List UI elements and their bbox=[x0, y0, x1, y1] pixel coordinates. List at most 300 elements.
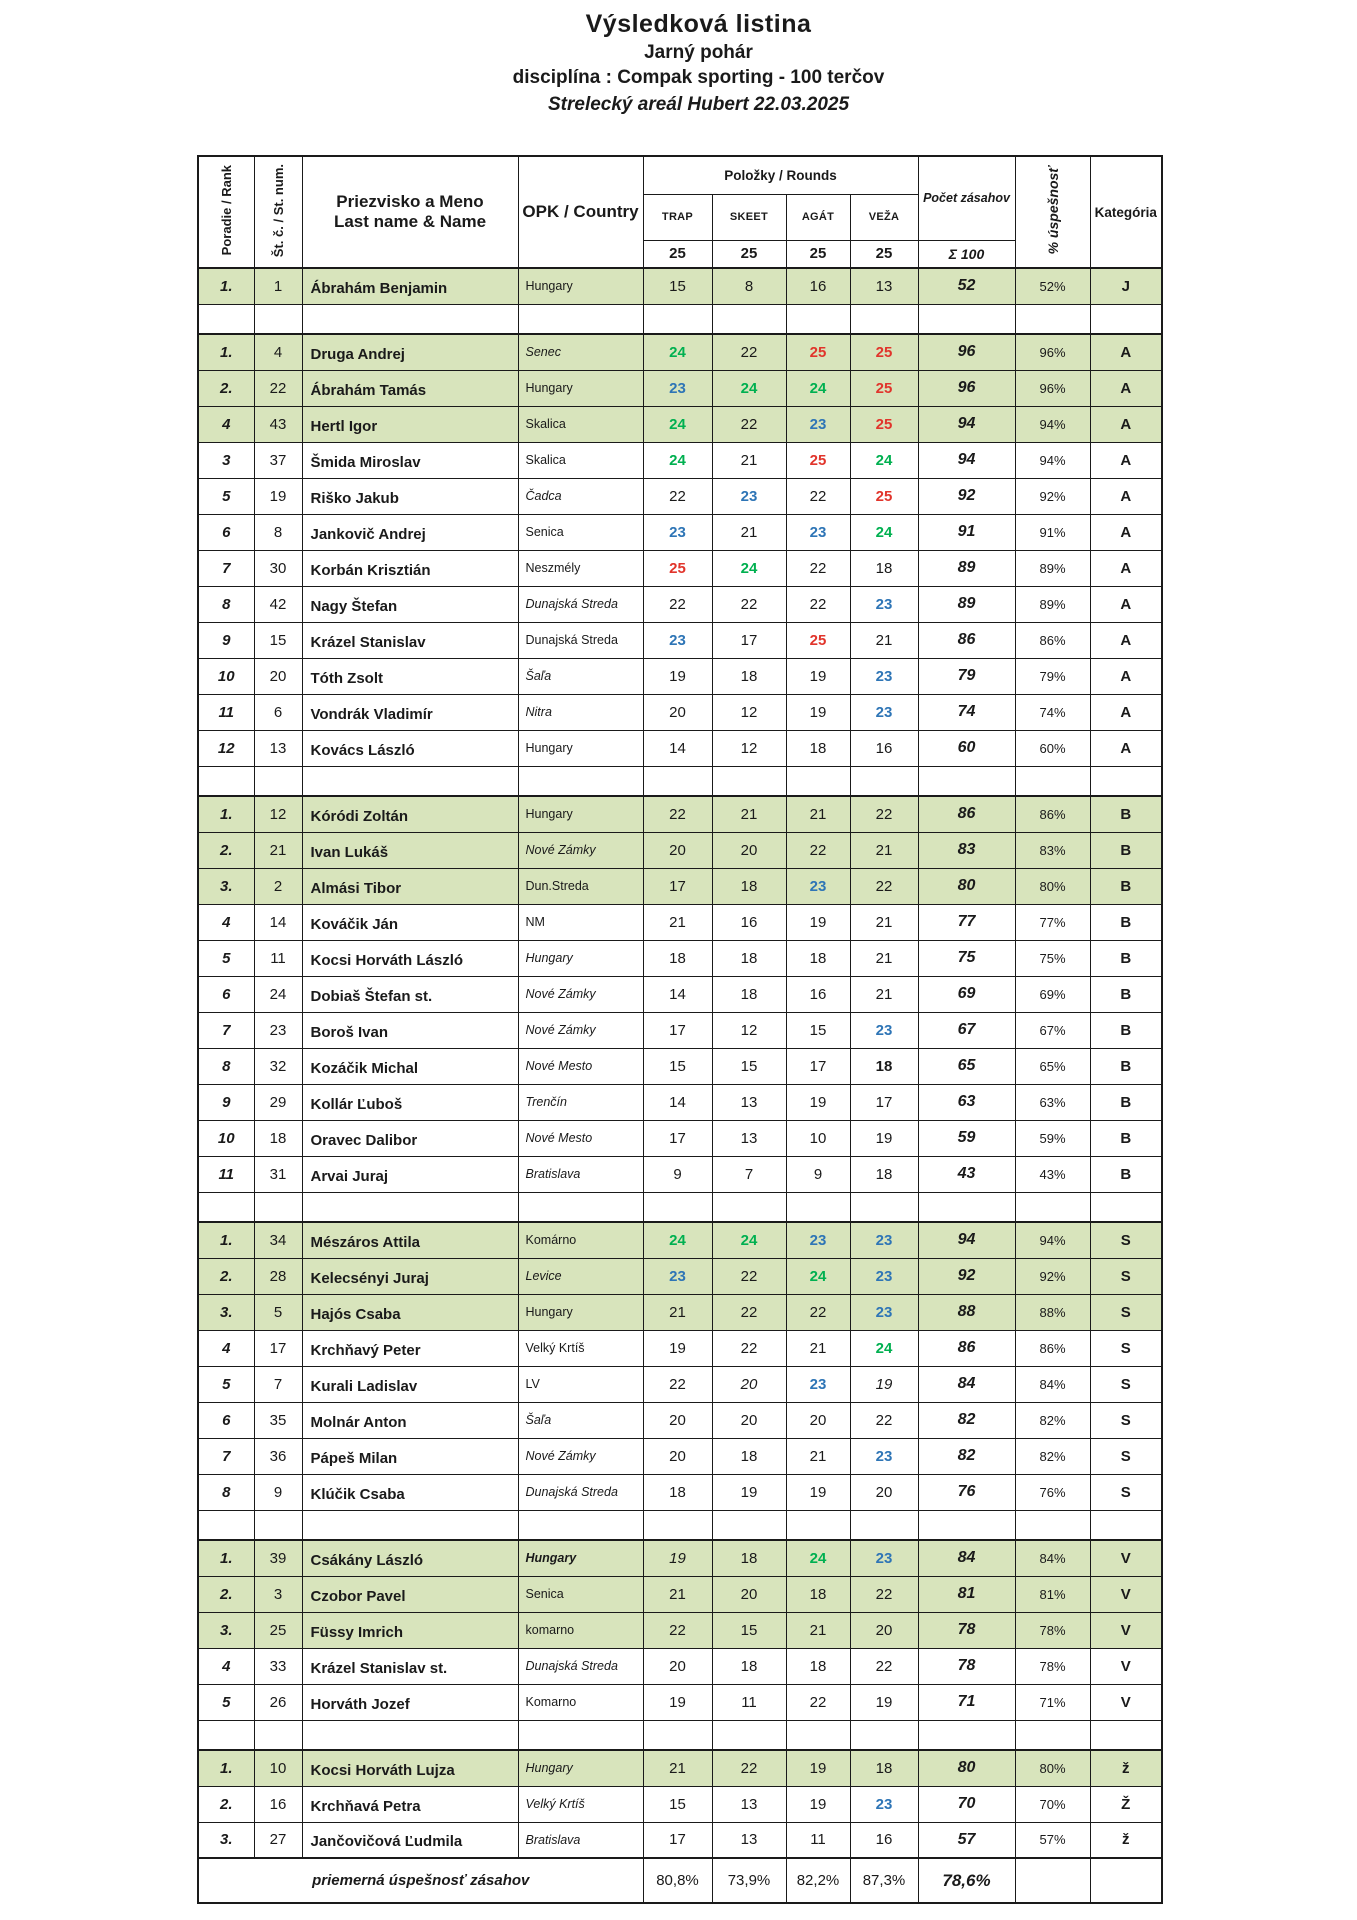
player-row bbox=[198, 1402, 1162, 1438]
percent-cell: 89% bbox=[1015, 586, 1090, 622]
start-number-cell: 16 bbox=[254, 1786, 302, 1822]
opk-column-header: OPK / Country bbox=[518, 156, 643, 268]
score-veza: 25 bbox=[850, 478, 918, 514]
player-name-cell: Molnár Anton bbox=[302, 1402, 518, 1438]
score-trap: 15 bbox=[643, 268, 712, 304]
percent-cell: 92% bbox=[1015, 1258, 1090, 1294]
score-skeet: 13 bbox=[712, 1120, 786, 1156]
opk-cell: Komarno bbox=[518, 1684, 643, 1720]
start-number-cell: 7 bbox=[254, 1366, 302, 1402]
score-veza: 22 bbox=[850, 1648, 918, 1684]
player-row bbox=[198, 1156, 1162, 1192]
player-name-cell: Tóth Zsolt bbox=[302, 658, 518, 694]
start-number-cell: 23 bbox=[254, 1012, 302, 1048]
spacer-cell bbox=[786, 766, 850, 796]
player-name-cell: Krázel Stanislav bbox=[302, 622, 518, 658]
total-hits-cell: 86 bbox=[918, 1330, 1015, 1366]
spacer-cell bbox=[198, 1192, 254, 1222]
spacer-cell bbox=[1015, 1510, 1090, 1540]
category-cell: A bbox=[1090, 478, 1162, 514]
player-row bbox=[198, 1684, 1162, 1720]
score-skeet: 22 bbox=[712, 334, 786, 370]
category-cell: B bbox=[1090, 868, 1162, 904]
score-agat: 19 bbox=[786, 904, 850, 940]
start-number-cell: 37 bbox=[254, 442, 302, 478]
start-number-cell: 28 bbox=[254, 1258, 302, 1294]
opk-cell: Bratislava bbox=[518, 1822, 643, 1858]
player-row bbox=[198, 550, 1162, 586]
player-row bbox=[198, 268, 1162, 304]
opk-cell: Hungary bbox=[518, 796, 643, 832]
player-name-cell: Kocsi Horváth László bbox=[302, 940, 518, 976]
score-agat: 19 bbox=[786, 1750, 850, 1786]
opk-cell: LV bbox=[518, 1366, 643, 1402]
start-number-cell: 9 bbox=[254, 1474, 302, 1510]
spacer-cell bbox=[918, 766, 1015, 796]
player-name-cell: Kocsi Horváth Lujza bbox=[302, 1750, 518, 1786]
opk-cell: Hungary bbox=[518, 730, 643, 766]
start-number-cell: 1 bbox=[254, 268, 302, 304]
total-hits-cell: 92 bbox=[918, 478, 1015, 514]
player-name-cell: Kóródi Zoltán bbox=[302, 796, 518, 832]
spacer-cell bbox=[850, 1510, 918, 1540]
score-skeet: 24 bbox=[712, 1222, 786, 1258]
percent-column-header-label: % úspešnosť bbox=[1044, 166, 1061, 255]
rank-cell: 1. bbox=[198, 268, 254, 304]
category-cell: B bbox=[1090, 832, 1162, 868]
score-veza: 24 bbox=[850, 442, 918, 478]
rank-cell: 3. bbox=[198, 1822, 254, 1858]
category-cell: B bbox=[1090, 904, 1162, 940]
percent-cell: 79% bbox=[1015, 658, 1090, 694]
spacer-row bbox=[198, 1510, 1162, 1540]
score-agat: 22 bbox=[786, 832, 850, 868]
player-row bbox=[198, 940, 1162, 976]
score-veza: 16 bbox=[850, 1822, 918, 1858]
total-hits-cell: 43 bbox=[918, 1156, 1015, 1192]
rank-cell: 2. bbox=[198, 370, 254, 406]
rank-cell: 7 bbox=[198, 550, 254, 586]
opk-cell: Senica bbox=[518, 1576, 643, 1612]
opk-cell: Hungary bbox=[518, 1750, 643, 1786]
percent-cell: 71% bbox=[1015, 1684, 1090, 1720]
spacer-cell bbox=[302, 1192, 518, 1222]
start-number-cell: 20 bbox=[254, 658, 302, 694]
average-trap: 80,8% bbox=[643, 1858, 712, 1903]
player-name-cell: Šmida Miroslav bbox=[302, 442, 518, 478]
score-veza: 25 bbox=[850, 406, 918, 442]
player-row bbox=[198, 1222, 1162, 1258]
rank-column-header bbox=[198, 156, 254, 268]
spacer-cell bbox=[518, 1720, 643, 1750]
rank-cell: 8 bbox=[198, 1474, 254, 1510]
opk-cell: Hungary bbox=[518, 268, 643, 304]
total-hits-cell: 63 bbox=[918, 1084, 1015, 1120]
percent-column-header bbox=[1015, 156, 1090, 268]
player-row bbox=[198, 1330, 1162, 1366]
score-agat: 19 bbox=[786, 1786, 850, 1822]
percent-cell: 52% bbox=[1015, 268, 1090, 304]
score-veza: 23 bbox=[850, 1540, 918, 1576]
player-row bbox=[198, 1576, 1162, 1612]
score-agat: 25 bbox=[786, 442, 850, 478]
category-cell: A bbox=[1090, 514, 1162, 550]
player-row bbox=[198, 832, 1162, 868]
round-header-agat: AGÁT bbox=[786, 194, 850, 240]
score-trap: 9 bbox=[643, 1156, 712, 1192]
spacer-cell bbox=[918, 1720, 1015, 1750]
score-skeet: 21 bbox=[712, 442, 786, 478]
spacer-cell bbox=[302, 1720, 518, 1750]
player-name-cell: Krchňavý Peter bbox=[302, 1330, 518, 1366]
start-number-cell: 26 bbox=[254, 1684, 302, 1720]
player-name-cell: Ábrahám Tamás bbox=[302, 370, 518, 406]
category-cell: S bbox=[1090, 1222, 1162, 1258]
rank-cell: 5 bbox=[198, 940, 254, 976]
rank-cell: 12 bbox=[198, 730, 254, 766]
category-cell: A bbox=[1090, 622, 1162, 658]
rank-cell: 3. bbox=[198, 1294, 254, 1330]
header-row-1 bbox=[198, 156, 1162, 194]
score-trap: 21 bbox=[643, 1576, 712, 1612]
opk-cell: Velký Krtíš bbox=[518, 1786, 643, 1822]
score-trap: 23 bbox=[643, 622, 712, 658]
score-agat: 25 bbox=[786, 622, 850, 658]
total-hits-cell: 57 bbox=[918, 1822, 1015, 1858]
player-row bbox=[198, 1258, 1162, 1294]
score-trap: 24 bbox=[643, 1222, 712, 1258]
rank-cell: 1. bbox=[198, 1540, 254, 1576]
total-hits-cell: 86 bbox=[918, 622, 1015, 658]
player-row bbox=[198, 1084, 1162, 1120]
percent-cell: 84% bbox=[1015, 1540, 1090, 1576]
round-max-trap: 25 bbox=[643, 240, 712, 268]
rank-cell: 7 bbox=[198, 1438, 254, 1474]
score-skeet: 11 bbox=[712, 1684, 786, 1720]
player-name-cell: Vondrák Vladimír bbox=[302, 694, 518, 730]
score-veza: 17 bbox=[850, 1084, 918, 1120]
spacer-cell bbox=[786, 1510, 850, 1540]
score-agat: 18 bbox=[786, 1648, 850, 1684]
score-skeet: 18 bbox=[712, 1648, 786, 1684]
score-veza: 24 bbox=[850, 514, 918, 550]
score-veza: 21 bbox=[850, 622, 918, 658]
player-row bbox=[198, 334, 1162, 370]
score-agat: 22 bbox=[786, 586, 850, 622]
rank-cell: 3. bbox=[198, 868, 254, 904]
score-skeet: 12 bbox=[712, 730, 786, 766]
spacer-cell bbox=[643, 1510, 712, 1540]
score-agat: 24 bbox=[786, 370, 850, 406]
opk-cell: Šaľa bbox=[518, 1402, 643, 1438]
start-number-cell: 29 bbox=[254, 1084, 302, 1120]
score-agat: 21 bbox=[786, 796, 850, 832]
start-number-cell: 2 bbox=[254, 868, 302, 904]
percent-cell: 92% bbox=[1015, 478, 1090, 514]
score-veza: 18 bbox=[850, 1156, 918, 1192]
start-number-cell: 30 bbox=[254, 550, 302, 586]
score-trap: 21 bbox=[643, 904, 712, 940]
player-row bbox=[198, 1612, 1162, 1648]
percent-cell: 96% bbox=[1015, 370, 1090, 406]
opk-cell: Levice bbox=[518, 1258, 643, 1294]
rank-cell: 4 bbox=[198, 1648, 254, 1684]
start-number-cell: 33 bbox=[254, 1648, 302, 1684]
player-name-cell: Kurali Ladislav bbox=[302, 1366, 518, 1402]
score-trap: 23 bbox=[643, 1258, 712, 1294]
rank-cell: 5 bbox=[198, 1684, 254, 1720]
total-hits-cell: 76 bbox=[918, 1474, 1015, 1510]
spacer-cell bbox=[254, 1510, 302, 1540]
score-trap: 19 bbox=[643, 658, 712, 694]
player-row bbox=[198, 796, 1162, 832]
opk-cell: Šaľa bbox=[518, 658, 643, 694]
score-agat: 16 bbox=[786, 268, 850, 304]
name-header-line1: Priezvisko a Meno bbox=[336, 191, 484, 211]
score-agat: 19 bbox=[786, 694, 850, 730]
name-column-header bbox=[302, 156, 518, 268]
category-cell: A bbox=[1090, 442, 1162, 478]
total-hits-cell: 88 bbox=[918, 1294, 1015, 1330]
spacer-cell bbox=[1090, 304, 1162, 334]
player-name-cell: Hajós Csaba bbox=[302, 1294, 518, 1330]
category-cell: B bbox=[1090, 796, 1162, 832]
start-number-cell: 8 bbox=[254, 514, 302, 550]
score-veza: 25 bbox=[850, 334, 918, 370]
opk-cell: Velký Krtíš bbox=[518, 1330, 643, 1366]
spacer-cell bbox=[1015, 1192, 1090, 1222]
player-row bbox=[198, 1822, 1162, 1858]
player-name-cell: Kollár Ľuboš bbox=[302, 1084, 518, 1120]
score-veza: 23 bbox=[850, 1222, 918, 1258]
score-trap: 20 bbox=[643, 1402, 712, 1438]
score-veza: 23 bbox=[850, 1258, 918, 1294]
score-agat: 23 bbox=[786, 1222, 850, 1258]
opk-cell: Dun.Streda bbox=[518, 868, 643, 904]
spacer-cell bbox=[850, 1720, 918, 1750]
score-veza: 23 bbox=[850, 694, 918, 730]
start-number-cell: 13 bbox=[254, 730, 302, 766]
score-veza: 19 bbox=[850, 1120, 918, 1156]
percent-cell: 63% bbox=[1015, 1084, 1090, 1120]
opk-cell: Dunajská Streda bbox=[518, 586, 643, 622]
opk-cell: Hungary bbox=[518, 940, 643, 976]
spacer-cell bbox=[850, 304, 918, 334]
percent-cell: 59% bbox=[1015, 1120, 1090, 1156]
score-agat: 9 bbox=[786, 1156, 850, 1192]
opk-cell: Hungary bbox=[518, 1540, 643, 1576]
player-name-cell: Kelecsényi Juraj bbox=[302, 1258, 518, 1294]
page-title: Výsledková listina bbox=[585, 10, 812, 38]
score-agat: 25 bbox=[786, 334, 850, 370]
opk-cell: Neszmély bbox=[518, 550, 643, 586]
spacer-cell bbox=[254, 304, 302, 334]
score-trap: 19 bbox=[643, 1684, 712, 1720]
category-cell: A bbox=[1090, 334, 1162, 370]
score-veza: 19 bbox=[850, 1366, 918, 1402]
spacer-cell bbox=[712, 1192, 786, 1222]
score-veza: 24 bbox=[850, 1330, 918, 1366]
percent-cell: 94% bbox=[1015, 1222, 1090, 1258]
start-number-cell: 17 bbox=[254, 1330, 302, 1366]
score-trap: 17 bbox=[643, 1822, 712, 1858]
rank-cell: 6 bbox=[198, 514, 254, 550]
player-row bbox=[198, 1474, 1162, 1510]
category-cell: A bbox=[1090, 658, 1162, 694]
score-veza: 22 bbox=[850, 1576, 918, 1612]
rank-cell: 2. bbox=[198, 1786, 254, 1822]
start-number-cell: 24 bbox=[254, 976, 302, 1012]
total-hits-cell: 89 bbox=[918, 550, 1015, 586]
total-hits-cell: 59 bbox=[918, 1120, 1015, 1156]
player-name-cell: Ábrahám Benjamin bbox=[302, 268, 518, 304]
rank-cell: 2. bbox=[198, 832, 254, 868]
opk-cell: Nitra bbox=[518, 694, 643, 730]
average-row-label: priemerná úspešnosť zásahov bbox=[198, 1858, 643, 1903]
score-trap: 18 bbox=[643, 1474, 712, 1510]
start-number-cell: 4 bbox=[254, 334, 302, 370]
rank-cell: 8 bbox=[198, 1048, 254, 1084]
score-trap: 17 bbox=[643, 1120, 712, 1156]
player-row bbox=[198, 976, 1162, 1012]
total-hits-cell: 94 bbox=[918, 1222, 1015, 1258]
score-agat: 22 bbox=[786, 1294, 850, 1330]
score-skeet: 18 bbox=[712, 868, 786, 904]
score-trap: 14 bbox=[643, 730, 712, 766]
score-veza: 21 bbox=[850, 976, 918, 1012]
start-number-cell: 35 bbox=[254, 1402, 302, 1438]
score-agat: 21 bbox=[786, 1612, 850, 1648]
category-cell: S bbox=[1090, 1438, 1162, 1474]
percent-cell: 83% bbox=[1015, 832, 1090, 868]
start-number-cell: 5 bbox=[254, 1294, 302, 1330]
opk-cell: Dunajská Streda bbox=[518, 1648, 643, 1684]
score-trap: 24 bbox=[643, 442, 712, 478]
opk-cell: NM bbox=[518, 904, 643, 940]
total-hits-cell: 78 bbox=[918, 1612, 1015, 1648]
opk-cell: Čadca bbox=[518, 478, 643, 514]
score-skeet: 18 bbox=[712, 940, 786, 976]
score-agat: 22 bbox=[786, 1684, 850, 1720]
rank-cell: 6 bbox=[198, 976, 254, 1012]
percent-cell: 70% bbox=[1015, 1786, 1090, 1822]
score-agat: 11 bbox=[786, 1822, 850, 1858]
rank-cell: 5 bbox=[198, 1366, 254, 1402]
score-trap: 22 bbox=[643, 586, 712, 622]
opk-cell: Skalica bbox=[518, 442, 643, 478]
player-row bbox=[198, 658, 1162, 694]
percent-cell: 67% bbox=[1015, 1012, 1090, 1048]
total-hits-cell: 52 bbox=[918, 268, 1015, 304]
start-number-cell: 3 bbox=[254, 1576, 302, 1612]
spacer-cell bbox=[302, 766, 518, 796]
score-skeet: 18 bbox=[712, 1438, 786, 1474]
percent-cell: 86% bbox=[1015, 1330, 1090, 1366]
spacer-cell bbox=[786, 1720, 850, 1750]
score-agat: 19 bbox=[786, 1084, 850, 1120]
score-agat: 10 bbox=[786, 1120, 850, 1156]
total-hits-cell: 82 bbox=[918, 1438, 1015, 1474]
opk-cell: Senec bbox=[518, 334, 643, 370]
opk-cell: Nové Mesto bbox=[518, 1120, 643, 1156]
spacer-cell bbox=[198, 766, 254, 796]
rank-cell: 11 bbox=[198, 694, 254, 730]
title-block bbox=[20, 10, 1357, 116]
spacer-cell bbox=[1015, 766, 1090, 796]
opk-cell: komarno bbox=[518, 1612, 643, 1648]
spacer-cell bbox=[1090, 1720, 1162, 1750]
score-trap: 20 bbox=[643, 694, 712, 730]
rank-cell: 6 bbox=[198, 1402, 254, 1438]
rank-cell: 3 bbox=[198, 442, 254, 478]
score-veza: 23 bbox=[850, 658, 918, 694]
start-number-cell: 12 bbox=[254, 796, 302, 832]
spacer-cell bbox=[1090, 766, 1162, 796]
player-row bbox=[198, 478, 1162, 514]
percent-cell: 77% bbox=[1015, 904, 1090, 940]
player-name-cell: Nagy Štefan bbox=[302, 586, 518, 622]
score-skeet: 22 bbox=[712, 1294, 786, 1330]
opk-cell: Nové Zámky bbox=[518, 1438, 643, 1474]
score-agat: 21 bbox=[786, 1330, 850, 1366]
spacer-cell bbox=[643, 766, 712, 796]
score-skeet: 8 bbox=[712, 268, 786, 304]
score-agat: 22 bbox=[786, 478, 850, 514]
score-trap: 15 bbox=[643, 1048, 712, 1084]
percent-cell: 82% bbox=[1015, 1402, 1090, 1438]
spacer-cell bbox=[198, 1720, 254, 1750]
round-header-trap: TRAP bbox=[643, 194, 712, 240]
spacer-cell bbox=[254, 1720, 302, 1750]
spacer-cell bbox=[518, 1510, 643, 1540]
player-name-cell: Jankovič Andrej bbox=[302, 514, 518, 550]
score-trap: 23 bbox=[643, 370, 712, 406]
spacer-cell bbox=[198, 304, 254, 334]
spacer-row bbox=[198, 1192, 1162, 1222]
score-veza: 23 bbox=[850, 1786, 918, 1822]
player-name-cell: Kozáčik Michal bbox=[302, 1048, 518, 1084]
score-agat: 19 bbox=[786, 658, 850, 694]
score-trap: 22 bbox=[643, 1366, 712, 1402]
category-cell: V bbox=[1090, 1612, 1162, 1648]
spacer-cell bbox=[712, 1510, 786, 1540]
score-veza: 21 bbox=[850, 832, 918, 868]
player-row bbox=[198, 1012, 1162, 1048]
score-veza: 25 bbox=[850, 370, 918, 406]
opk-cell: Komárno bbox=[518, 1222, 643, 1258]
score-skeet: 22 bbox=[712, 1330, 786, 1366]
percent-cell: 76% bbox=[1015, 1474, 1090, 1510]
category-cell: B bbox=[1090, 1120, 1162, 1156]
score-trap: 19 bbox=[643, 1540, 712, 1576]
spacer-cell bbox=[918, 1192, 1015, 1222]
score-skeet: 22 bbox=[712, 406, 786, 442]
total-hits-cell: 79 bbox=[918, 658, 1015, 694]
spacer-cell bbox=[254, 1192, 302, 1222]
player-name-cell: Oravec Dalibor bbox=[302, 1120, 518, 1156]
score-trap: 24 bbox=[643, 334, 712, 370]
spacer-cell bbox=[918, 1510, 1015, 1540]
opk-cell: Nové Zámky bbox=[518, 1012, 643, 1048]
start-number-cell: 34 bbox=[254, 1222, 302, 1258]
name-header-line2: Last name & Name bbox=[333, 212, 487, 231]
player-row bbox=[198, 1540, 1162, 1576]
rank-cell: 2. bbox=[198, 1258, 254, 1294]
spacer-cell bbox=[643, 1720, 712, 1750]
venue-date: Strelecký areál Hubert 22.03.2025 bbox=[547, 94, 850, 115]
score-trap: 17 bbox=[643, 868, 712, 904]
start-number-cell: 10 bbox=[254, 1750, 302, 1786]
